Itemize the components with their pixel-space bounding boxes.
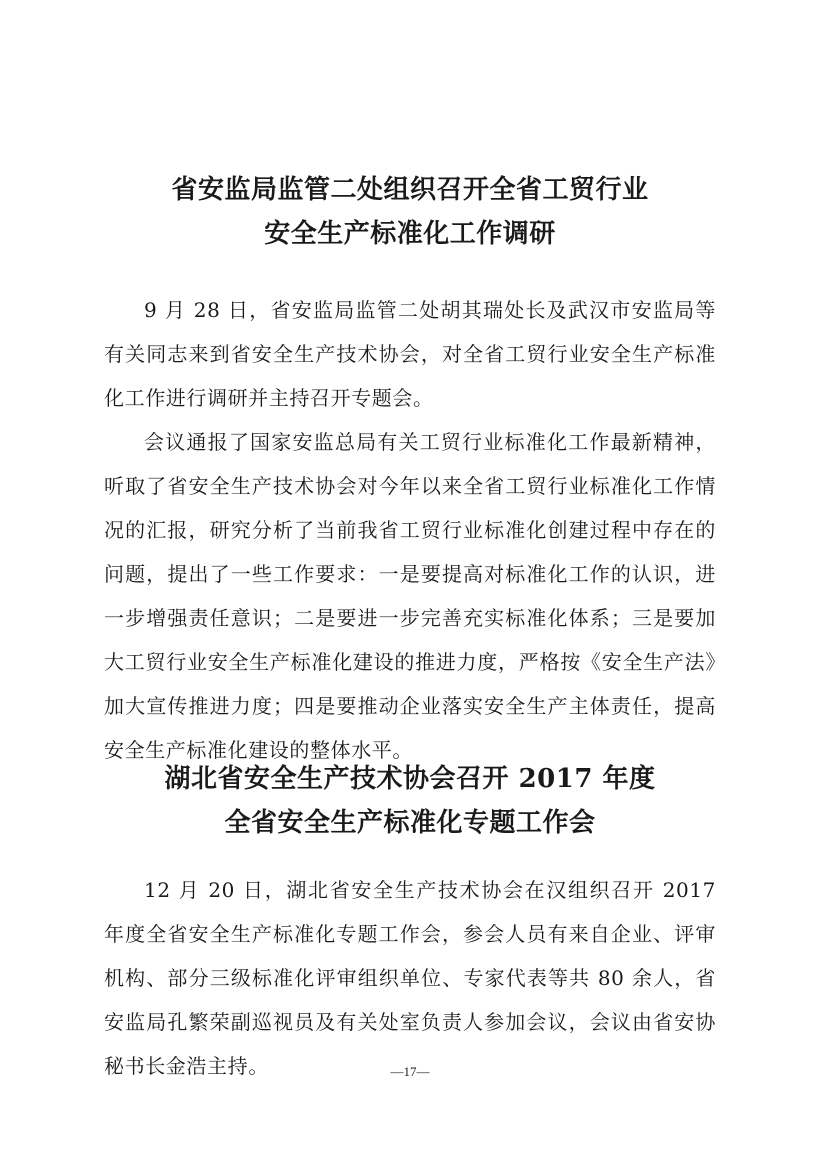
article1-title [0, 168, 820, 256]
page-number: —17— [390, 1064, 430, 1079]
article2-title-line2: 全省安全生产标准化专题工作会 [224, 808, 596, 838]
article2-paragraph-1: 12 月 20 日，湖北省安全生产技术协会在汉组织召开 2017 年度全省安全生产标准化专题工作会，参会人员有来自企业、评审机构、部分三级标准化评审组织单位、专家代表等共 80 余人，省安监局孔繁荣副巡视员及有关处室负责人参加会议，会议由省安协秘书长金浩主持。 [104, 878, 716, 1078]
article2-title [0, 757, 820, 845]
article1-paragraph-1: 9 月 28 日，省安监局监管二处胡其瑞处长及武汉市安监局等有关同志来到省安全生产技术协会，对全省工贸行业安全生产标准化工作进行调研并主持召开专题会。 [104, 298, 716, 410]
article2-title-line1: 湖北省安全生产技术协会召开 2017 年度 [164, 764, 656, 794]
article1-paragraph-2: 会议通报了国家安监总局有关工贸行业标准化工作最新精神，听取了省安全生产技术协会对今年以来全省工贸行业标准化工作情况的汇报，研究分析了当前我省工贸行业标准化创建过程中存在的问题，提出了一些工作要求：一是要提高对标准化工作的认识，进一步增强责任意识；二是要进一步完善充实标准化体系；三是要加大工贸行业安全生产标准化建设的推进力度，严格按《安全生产法》加大宣传推进力度；四是要推动企业落实安全生产主体责任，提高安全生产标准化建设的整体水平。 [104, 430, 716, 762]
article1-title-line1: 省安监局监管二处组织召开全省工贸行业 [171, 175, 649, 205]
article1-title-line2: 安全生产标准化工作调研 [264, 219, 556, 249]
